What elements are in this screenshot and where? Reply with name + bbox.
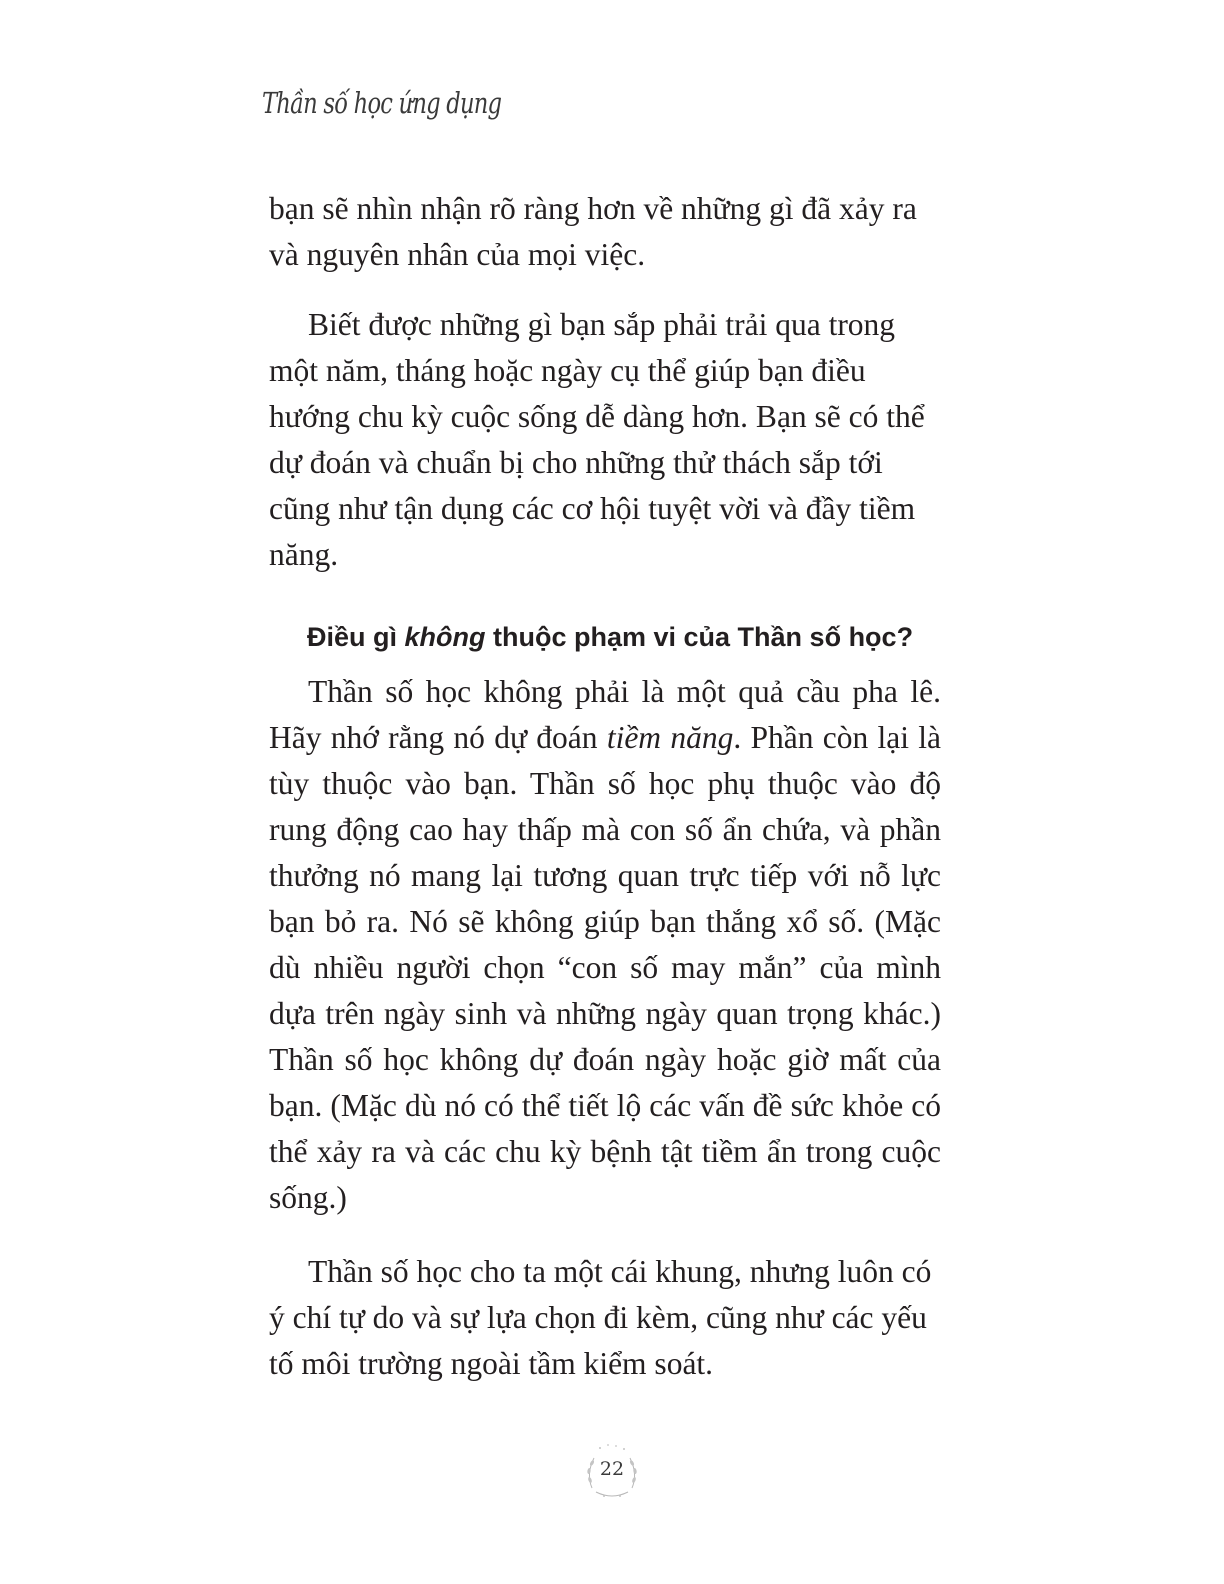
page-footer: [582, 1440, 642, 1504]
running-header: Thần số học ứng dụng: [262, 86, 502, 120]
paragraph-limitations: [269, 669, 941, 1221]
section-heading: [307, 617, 913, 657]
paragraph-prediction: Biết được những gì bạn sắp phải trải qua trong một năm, tháng hoặc ngày cụ thể giúp bạn điều hướng chu kỳ cuộc sống dễ dàng hơn. Bạn sẽ có thể dự đoán và chuẩn bị cho những thử thách sắp tới cũng như tận dụng các cơ hội tuyệt vời và đầy tiềm năng.: [269, 307, 925, 572]
section-heading-emphasis: không: [404, 622, 486, 652]
paragraph-text: . Phần còn lại là tùy thuộc vào bạn. Thần số học phụ thuộc vào độ rung động cao hay thấp mà con số ẩn chứa, và phần thưởng nó mang lại tương quan trực tiếp với nỗ lực bạn bỏ ra. Nó sẽ không giúp bạn thắng xổ số. (Mặc dù nhiều người chọn “con số may mắn” của mình dựa trên ngày sinh và những ngày quan trọng khác.) Thần số học không dự đoán ngày hoặc giờ mất của bạn. (Mặc dù nó có thể tiết lộ các vấn đề sức khỏe có thể xảy ra và các chu kỳ bệnh tật tiềm ẩn trong cuộc sống.): [269, 720, 941, 1215]
paragraph-text: Thần số học không phải là một quả cầu pha lê. Hãy nhớ rằng nó dự đoán: [269, 674, 941, 755]
page-number: 22: [599, 1458, 625, 1480]
paragraph-free-will: Thần số học cho ta một cái khung, nhưng luôn có ý chí tự do và sự lựa chọn đi kèm, cũng như các yếu tố môi trường ngoài tầm kiểm soát.: [269, 1254, 932, 1381]
emphasis-text: tiềm năng: [606, 720, 734, 755]
paragraph-continuation: bạn sẽ nhìn nhận rõ ràng hơn về những gì đã xảy ra và nguyên nhân của mọi việc.: [269, 191, 917, 272]
section-heading-part: Điều gì: [307, 622, 405, 652]
section-heading-part: thuộc phạm vi của Thần số học?: [485, 622, 914, 652]
